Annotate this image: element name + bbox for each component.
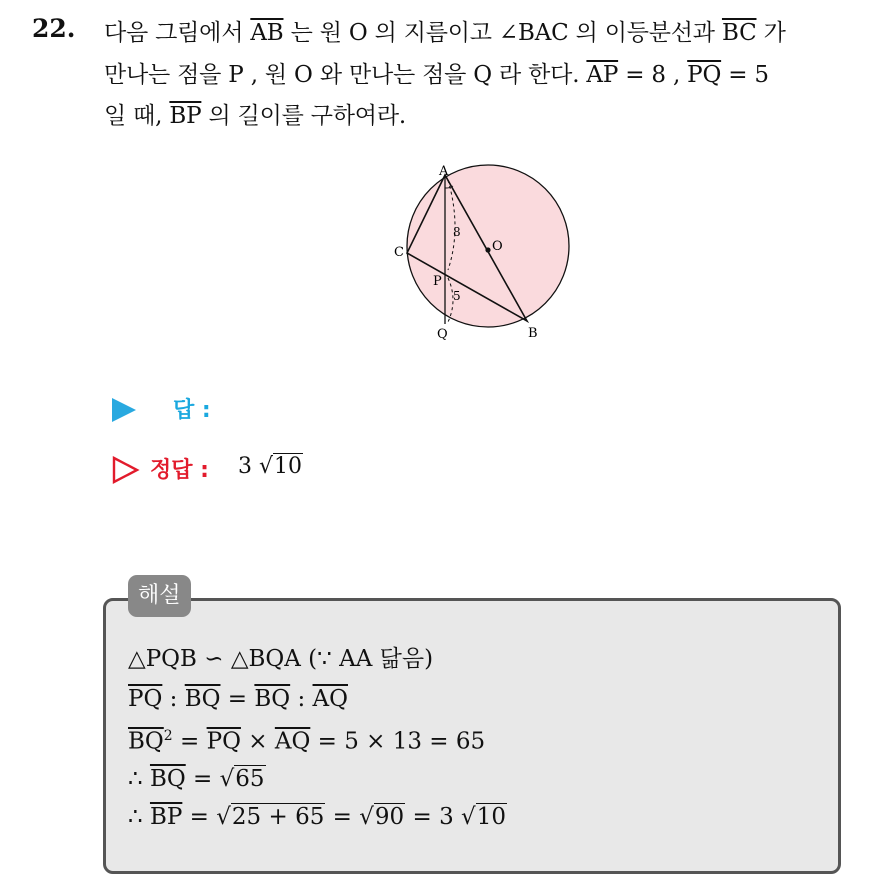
correct-marker-icon <box>112 456 140 484</box>
question-line-1: 다음 그림에서 $\overline{AB}$ 는 원 O 의 지름이고 ∠BAC 의 이등분선과 $\overline{BC}$ 가 <box>104 20 786 46</box>
solution-line-5: ∴ $\overline{BP} = √25 + 65 = √90 = 3$ √10 <box>128 804 506 830</box>
circle-diagram <box>384 158 584 348</box>
question-line-3: 일 때, $\overline{BP}$ 의 길이를 구하여라. <box>104 103 406 129</box>
solution-tab: 해설 <box>128 575 191 617</box>
len-ap: 8 <box>453 225 461 239</box>
solution-line-2: $\overline{PQ}$ : $\overline{BQ} = \overline{BQ}$ : $\overline{AQ}$ <box>128 686 348 712</box>
label-c: C <box>394 245 404 260</box>
center-dot <box>485 247 490 252</box>
question-number: 22. <box>32 14 76 43</box>
solution-line-3: $\overline{BQ}^2 = \overline{PQ} \times \overline{AQ} = 5 \times 13 = 65$ <box>128 728 486 755</box>
len-pq: 5 <box>453 289 461 303</box>
label-q: Q <box>437 327 448 342</box>
circle-o <box>407 165 569 327</box>
label-p: P <box>433 274 442 289</box>
correct-answer-label: 정답 : <box>150 458 209 483</box>
question-line-2: 만나는 점을 P , 원 O 와 만나는 점을 Q 라 한다. $\overline{AP} = 8$ , $\overline{PQ} = 5$ <box>104 62 769 88</box>
solution-line-1: △PQB ∽ △BQA (∵ AA 닮음) <box>128 646 434 672</box>
answer-label: 답 : <box>173 398 211 423</box>
solution-line-4: ∴ $\overline{BQ} = √65$ <box>128 766 265 792</box>
answer-marker-icon <box>112 398 136 422</box>
label-o: O <box>492 239 503 254</box>
label-a: A <box>439 164 449 179</box>
label-b: B <box>528 326 538 341</box>
correct-answer-value: 3 √10 <box>238 454 303 479</box>
